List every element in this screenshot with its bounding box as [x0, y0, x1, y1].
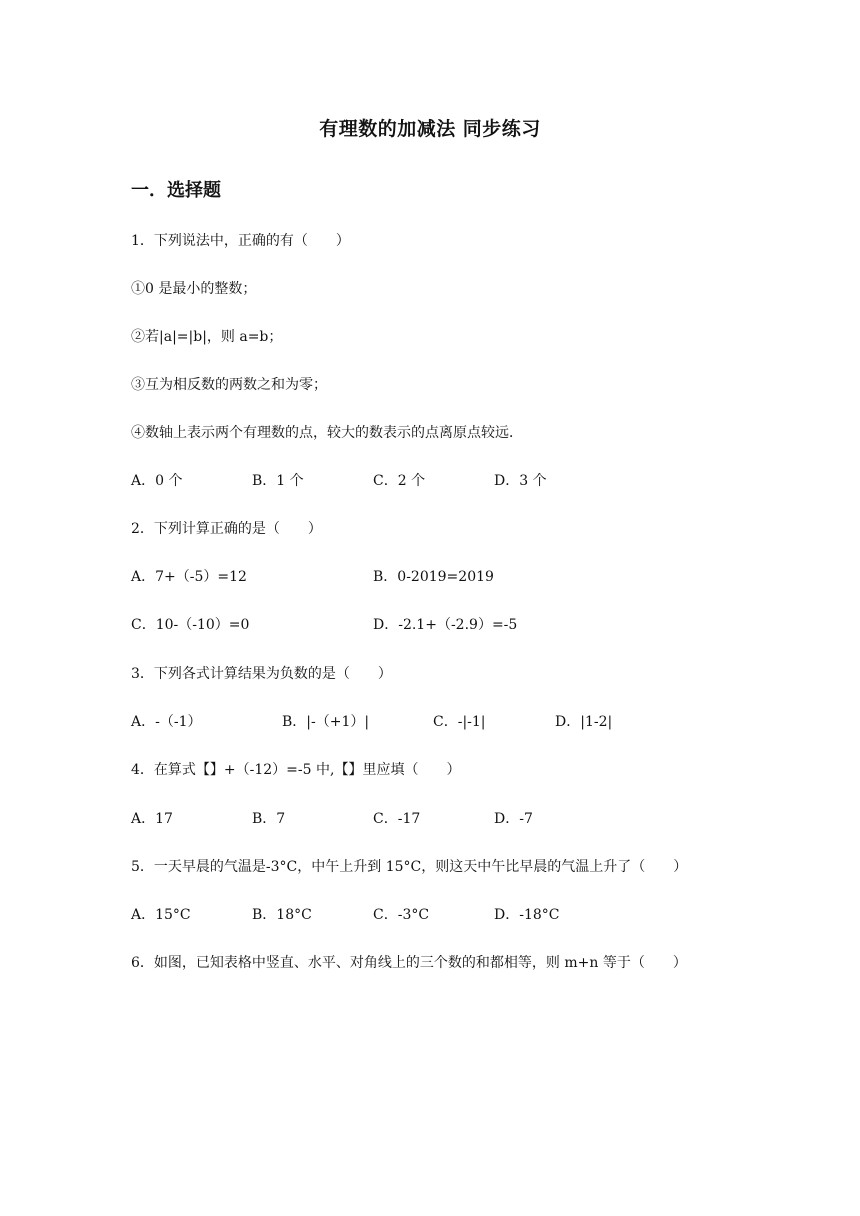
- question-1-statement-1: ①0 是最小的整数；: [131, 281, 257, 297]
- question-1-option-d: D．3 个: [494, 473, 547, 489]
- question-2-option-a: A．7+（-5）=12: [131, 569, 247, 585]
- question-3-option-c: C．-|-1|: [433, 714, 486, 730]
- question-1-statement-4: ④数轴上表示两个有理数的点，较大的数表示的点离原点较远．: [131, 425, 523, 441]
- question-1-statement-2: ②若|a|=|b|，则 a=b；: [131, 329, 283, 345]
- question-1-option-a: A．0 个: [131, 473, 183, 489]
- question-4-option-a: A．17: [131, 811, 173, 827]
- question-5-option-b: B．18°C: [252, 907, 312, 923]
- question-4-option-d: D．-7: [494, 811, 533, 827]
- question-1-stem: 1．下列说法中，正确的有（ ）: [131, 233, 350, 249]
- question-5-option-d: D．-18°C: [494, 907, 560, 923]
- section-heading: 一．选择题: [131, 180, 221, 201]
- question-5-option-c: C．-3°C: [373, 907, 430, 923]
- question-2-stem: 2．下列计算正确的是（ ）: [131, 521, 322, 537]
- question-3-option-a: A．-（-1）: [131, 714, 202, 730]
- question-6-stem: 6．如图，已知表格中竖直、水平、对角线上的三个数的和都相等，则 m+n 等于（ ）: [131, 955, 687, 971]
- question-2-option-c: C．10-（-10）=0: [131, 617, 250, 633]
- question-5-option-a: A．15°C: [131, 907, 191, 923]
- question-4-option-c: C．-17: [373, 811, 421, 827]
- question-3-option-b: B．|-（+1）|: [282, 714, 370, 730]
- document-title: 有理数的加减法 同步练习: [319, 118, 541, 140]
- question-4-option-b: B．7: [252, 811, 286, 827]
- question-2-option-d: D．-2.1+（-2.9）=-5: [373, 617, 518, 633]
- question-3-stem: 3．下列各式计算结果为负数的是（ ）: [131, 666, 392, 682]
- question-3-option-d: D．|1-2|: [555, 714, 613, 730]
- question-2-option-b: B．0-2019=2019: [373, 569, 494, 585]
- question-4-stem: 4．在算式【】+（-12）=-5 中,【】里应填（ ）: [131, 762, 461, 778]
- question-5-stem: 5．一天早晨的气温是-3°C，中午上升到 15°C，则这天中午比早晨的气温上升了（ ）: [131, 859, 688, 875]
- question-1-option-c: C．2 个: [373, 473, 426, 489]
- question-1-option-b: B．1 个: [252, 473, 304, 489]
- question-1-statement-3: ③互为相反数的两数之和为零；: [131, 377, 327, 393]
